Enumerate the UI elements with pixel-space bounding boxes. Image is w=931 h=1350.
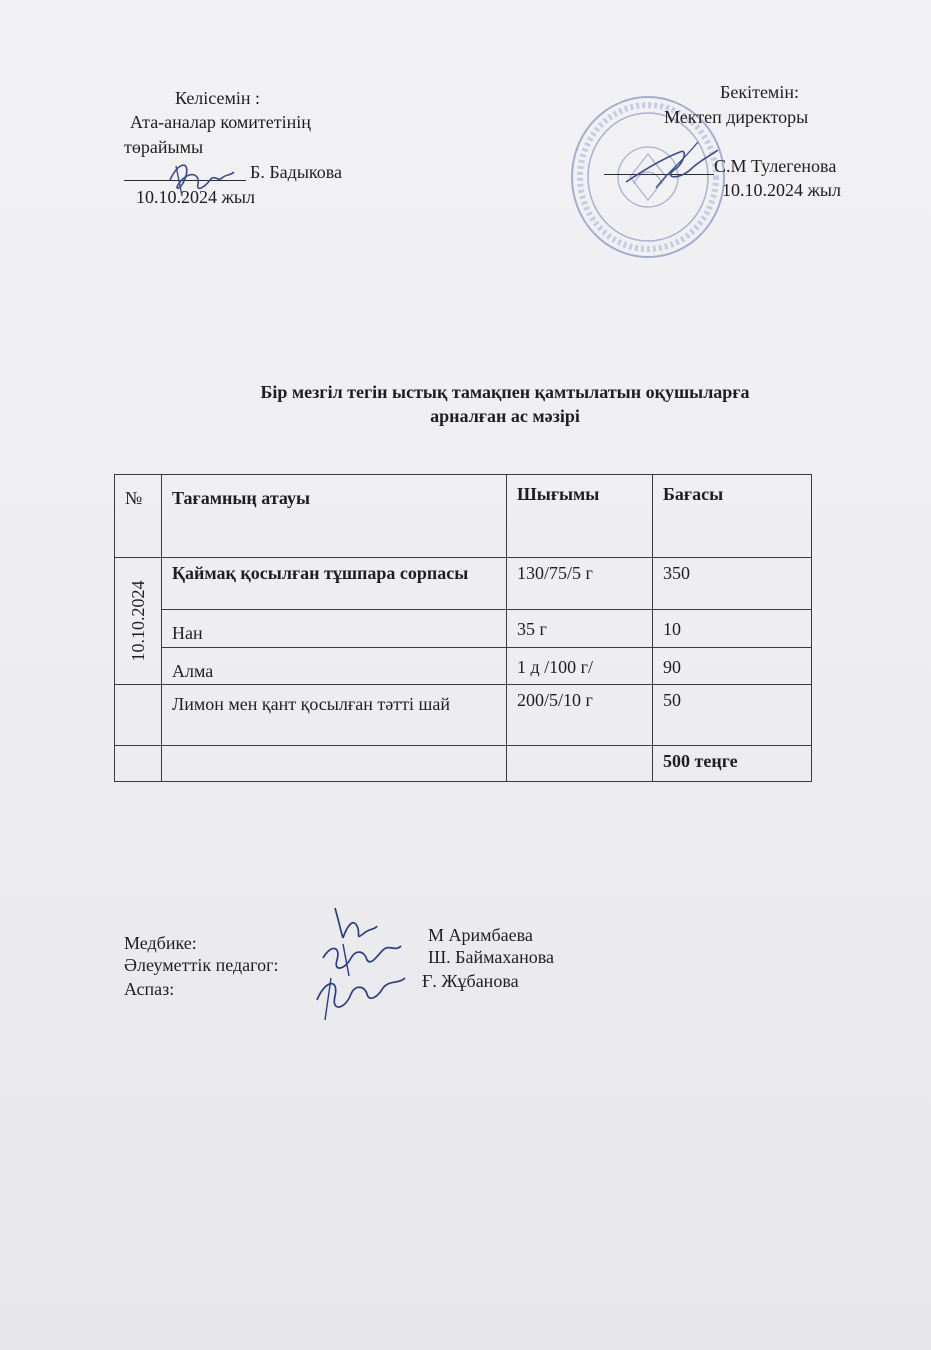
table-header-row xyxy=(115,475,812,558)
cook-name: Ғ. Жұбанова xyxy=(422,971,519,991)
dish-price: 10 xyxy=(653,610,812,648)
date-cell xyxy=(115,558,162,685)
staff-signatures xyxy=(305,900,420,1025)
menu-title-line2: арналған ас мәзірі xyxy=(430,406,580,426)
total-price: 500 теңге xyxy=(653,746,812,782)
director-role: Мектеп директоры xyxy=(664,107,809,127)
dish-price: 50 xyxy=(653,685,812,746)
chairperson-name: Б. Бадыкова xyxy=(250,162,342,182)
menu-table xyxy=(114,474,812,782)
committee-label: Ата-аналар комитетінің xyxy=(130,112,311,132)
director-signature xyxy=(618,130,728,200)
approved-label: Бекітемін: xyxy=(720,82,799,102)
dish-name: Нан xyxy=(162,610,507,648)
agreed-label: Келісемін : xyxy=(175,88,261,108)
chairperson-signature xyxy=(160,152,240,202)
menu-date: 10.10.2024 xyxy=(128,580,148,662)
total-row xyxy=(115,746,812,782)
chairperson-label: төрайымы xyxy=(124,137,204,157)
header-price: Бағасы xyxy=(653,475,812,558)
header-number: № xyxy=(115,475,162,558)
social-pedagogue-name: Ш. Баймаханова xyxy=(428,947,555,967)
header-dish-name: Тағамның атауы xyxy=(162,475,507,558)
header-yield: Шығымы xyxy=(507,475,653,558)
table-row xyxy=(115,558,812,610)
table-row xyxy=(115,610,812,648)
menu-title xyxy=(150,380,860,428)
cook-role: Аспаз: xyxy=(124,979,175,999)
director-name: С.М Тулегенова xyxy=(714,156,837,176)
dish-name: Қаймақ қосылған тұшпара сорпасы xyxy=(162,558,507,610)
dish-price: 90 xyxy=(653,648,812,685)
dish-name: Лимон мен қант қосылған тәтті шай xyxy=(162,685,507,746)
empty-cell xyxy=(162,746,507,782)
empty-cell xyxy=(507,746,653,782)
left-date: 10.10.2024 жыл xyxy=(136,187,256,207)
empty-cell xyxy=(115,746,162,782)
social-pedagogue-role: Әлеуметтік педагог: xyxy=(124,955,279,975)
table-row xyxy=(115,685,812,746)
dish-yield: 1 д /100 г/ xyxy=(507,648,653,685)
dish-yield: 200/5/10 г xyxy=(507,685,653,746)
nurse-role: Медбике: xyxy=(124,933,197,953)
nurse-name: М Аримбаева xyxy=(428,925,533,945)
right-date: 10.10.2024 жыл xyxy=(722,180,842,200)
dish-name: Алма xyxy=(162,648,507,685)
table-row xyxy=(115,648,812,685)
dish-yield: 130/75/5 г xyxy=(507,558,653,610)
empty-number-cell xyxy=(115,685,162,746)
menu-title-line1: Бір мезгіл тегін ыстық тамақпен қамтылатын оқушыларға xyxy=(260,382,750,402)
dish-price: 350 xyxy=(653,558,812,610)
dish-yield: 35 г xyxy=(507,610,653,648)
